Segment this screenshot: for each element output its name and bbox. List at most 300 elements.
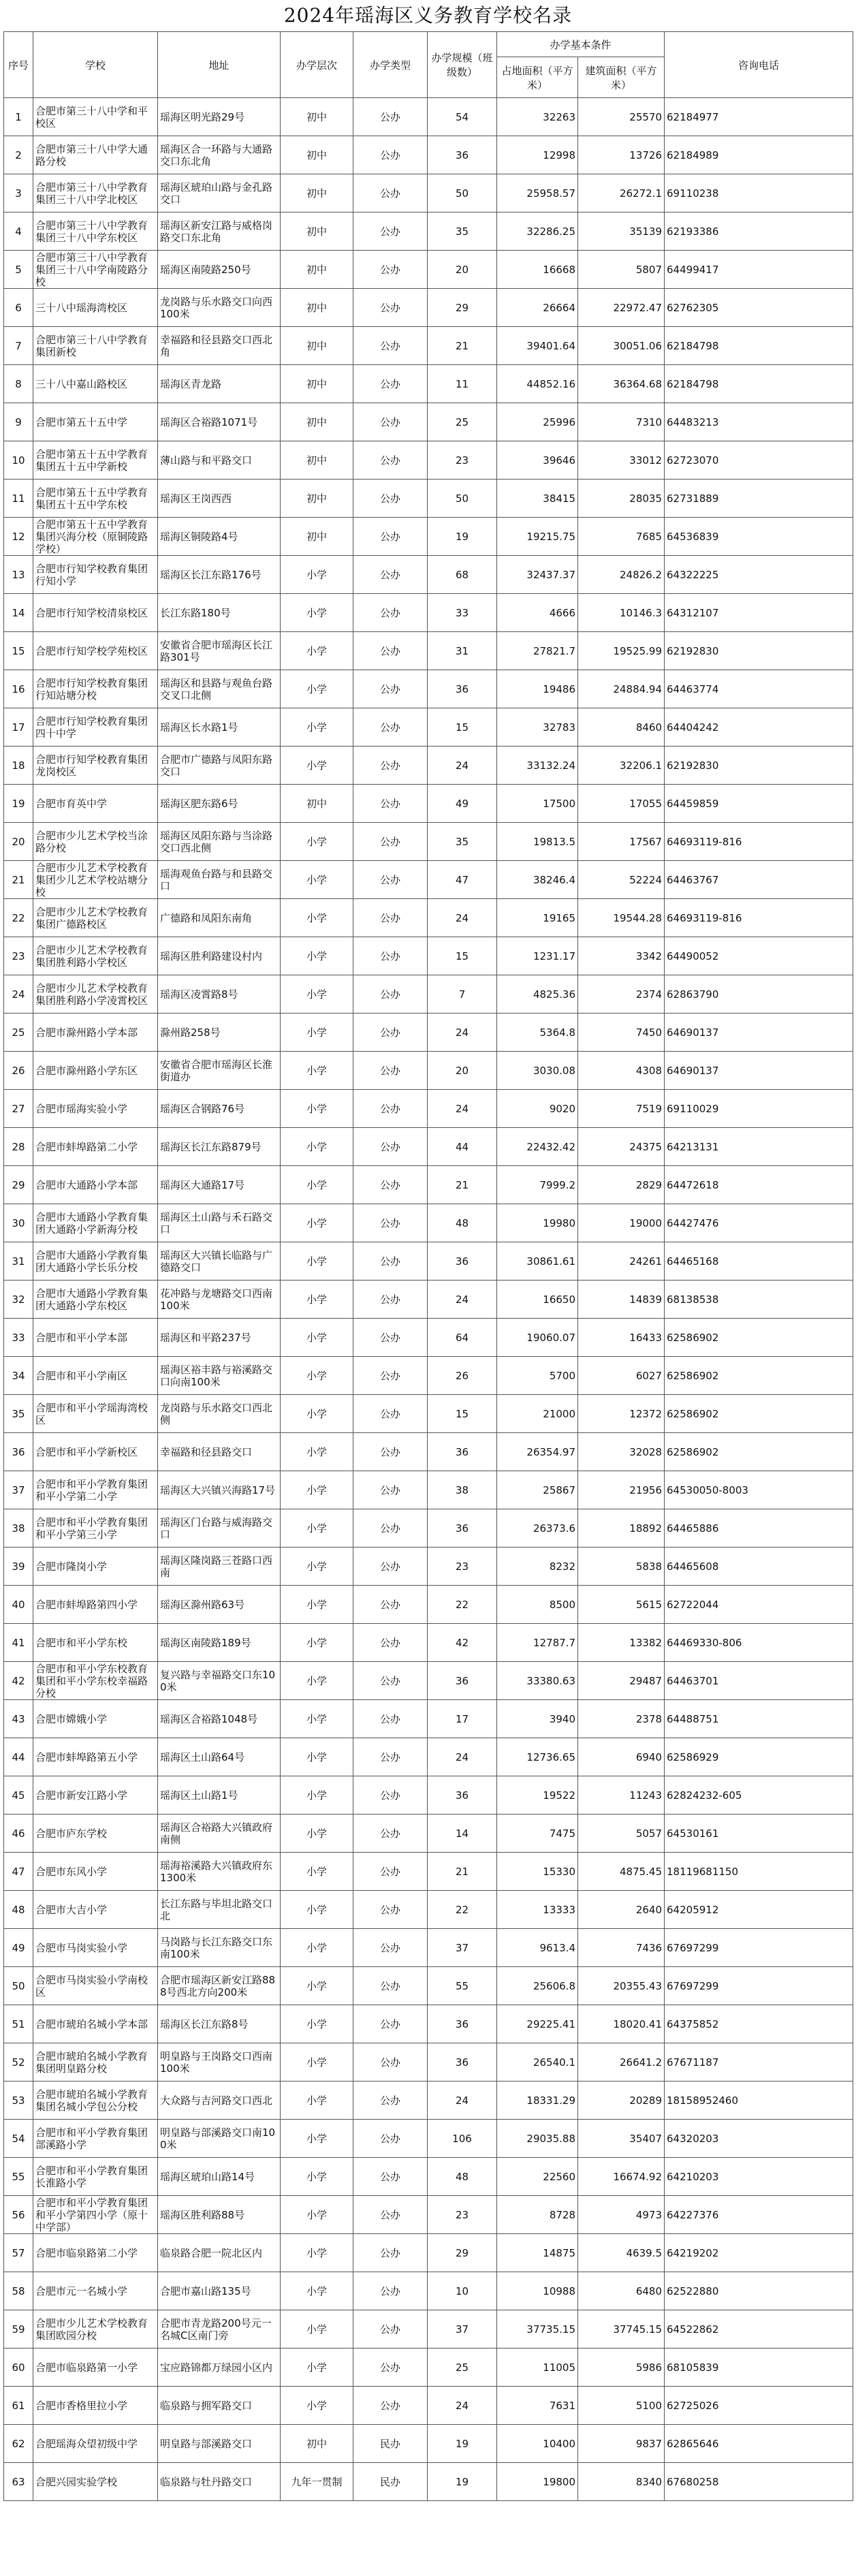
document-title: 2024年瑶海区义务教育学校名录 [283, 4, 573, 27]
cell-school: 合肥市大通路小学教育集团大通路小学新海分校 [33, 1204, 158, 1242]
table-row [4, 556, 853, 594]
cell-level: 初中 [281, 403, 353, 441]
cell-level: 小学 [281, 2120, 353, 2158]
cell-phone: 62184798 [665, 365, 853, 403]
cell-phone: 62725026 [665, 2387, 853, 2425]
cell-building-area: 13382 [578, 1624, 665, 1662]
cell-address: 瑶海区裕丰路与裕溪路交口向南100米 [158, 1357, 281, 1395]
table-row [4, 441, 853, 480]
cell-type: 公办 [353, 861, 428, 899]
cell-type: 公办 [353, 1242, 428, 1281]
cell-address: 瑶海区新安江路与威格岗路交口东北角 [158, 213, 281, 251]
cell-phone: 62586929 [665, 1738, 853, 1776]
cell-scale: 19 [428, 518, 497, 556]
table-row [4, 1700, 853, 1738]
cell-level: 小学 [281, 1662, 353, 1700]
cell-type: 公办 [353, 480, 428, 518]
cell-scale: 24 [428, 1090, 497, 1128]
cell-phone: 62586902 [665, 1433, 853, 1471]
cell-land-area: 32286.25 [497, 213, 578, 251]
cell-land-area: 17500 [497, 785, 578, 823]
cell-school: 合肥市少儿艺术学校教育集团广德路校区 [33, 899, 158, 937]
cell-scale: 14 [428, 1815, 497, 1853]
cell-type: 公办 [353, 2310, 428, 2349]
cell-school: 合肥市琥珀名城小学教育集团名城小学包公分校 [33, 2082, 158, 2120]
header-address: 地址 [158, 32, 281, 98]
table-row [4, 1738, 853, 1776]
cell-level: 初中 [281, 441, 353, 480]
cell-land-area: 3940 [497, 1700, 578, 1738]
cell-land-area: 33132.24 [497, 747, 578, 785]
cell-school: 合肥市蚌埠路第二小学 [33, 1128, 158, 1166]
cell-building-area: 2374 [578, 975, 665, 1014]
cell-land-area: 19800 [497, 2463, 578, 2501]
header-level: 办学层次 [281, 32, 353, 98]
cell-index: 53 [4, 2082, 33, 2120]
header-type: 办学类型 [353, 32, 428, 98]
cell-level: 小学 [281, 1929, 353, 1967]
cell-index: 49 [4, 1929, 33, 1967]
table-row [4, 2082, 853, 2120]
cell-phone: 62192830 [665, 632, 853, 670]
cell-address: 瑶海区土山路64号 [158, 1738, 281, 1776]
table-row [4, 594, 853, 632]
cell-school: 合肥市马岗实验小学南校区 [33, 1967, 158, 2005]
cell-building-area: 19544.28 [578, 899, 665, 937]
cell-land-area: 12787.7 [497, 1624, 578, 1662]
cell-index: 24 [4, 975, 33, 1014]
cell-phone: 64483213 [665, 403, 853, 441]
cell-index: 42 [4, 1662, 33, 1700]
cell-address: 瑶海区铜陵路4号 [158, 518, 281, 556]
table-row [4, 2234, 853, 2272]
cell-address: 临泉路与牡丹路交口 [158, 2463, 281, 2501]
cell-school: 合肥市和平小学东校 [33, 1624, 158, 1662]
cell-school: 合肥市少儿艺术学校教育集团少儿艺术学校站塘分校 [33, 861, 158, 899]
cell-address: 滁州路258号 [158, 1014, 281, 1052]
cell-school: 合肥市和平小学瑶海湾校区 [33, 1395, 158, 1433]
cell-building-area: 22972.47 [578, 289, 665, 327]
cell-scale: 68 [428, 556, 497, 594]
table-row [4, 1776, 853, 1815]
cell-type: 公办 [353, 670, 428, 708]
cell-scale: 26 [428, 1357, 497, 1395]
cell-building-area: 21956 [578, 1471, 665, 1509]
cell-index: 21 [4, 861, 33, 899]
cell-type: 公办 [353, 1433, 428, 1471]
cell-school: 合肥市行知学校清泉校区 [33, 594, 158, 632]
cell-building-area: 30051.06 [578, 327, 665, 365]
cell-scale: 36 [428, 2043, 497, 2082]
cell-phone: 64459859 [665, 785, 853, 823]
cell-land-area: 3030.08 [497, 1052, 578, 1090]
cell-address: 龙岗路与乐水路交口西北侧 [158, 1395, 281, 1433]
cell-type: 公办 [353, 174, 428, 213]
cell-building-area: 26272.1 [578, 174, 665, 213]
cell-building-area: 7519 [578, 1090, 665, 1128]
cell-phone: 64465168 [665, 1242, 853, 1281]
cell-scale: 29 [428, 289, 497, 327]
cell-address: 瑶海区合一环路与大通路交口东北角 [158, 136, 281, 174]
cell-scale: 35 [428, 823, 497, 861]
cell-level: 小学 [281, 708, 353, 747]
cell-level: 小学 [281, 1700, 353, 1738]
table-row [4, 1242, 853, 1281]
cell-address: 瑶海观鱼台路与和县路交口 [158, 861, 281, 899]
cell-school: 合肥市第五十五中学 [33, 403, 158, 441]
cell-building-area: 5807 [578, 251, 665, 289]
cell-scale: 15 [428, 1395, 497, 1433]
cell-land-area: 19522 [497, 1776, 578, 1815]
cell-index: 36 [4, 1433, 33, 1471]
cell-index: 34 [4, 1357, 33, 1395]
cell-level: 小学 [281, 1319, 353, 1357]
cell-scale: 23 [428, 2196, 497, 2234]
cell-level: 小学 [281, 1281, 353, 1319]
cell-school: 三十八中瑶海湾校区 [33, 289, 158, 327]
cell-school: 合肥瑶海众望初级中学 [33, 2425, 158, 2463]
cell-building-area: 18892 [578, 1509, 665, 1548]
cell-type: 公办 [353, 1166, 428, 1204]
cell-phone: 62863790 [665, 975, 853, 1014]
cell-phone: 68105839 [665, 2349, 853, 2387]
table-row [4, 1433, 853, 1471]
cell-type: 公办 [353, 1395, 428, 1433]
cell-address: 广德路和凤阳东南角 [158, 899, 281, 937]
cell-level: 小学 [281, 2043, 353, 2082]
cell-school: 合肥市少儿艺术学校当涂路分校 [33, 823, 158, 861]
table-row [4, 2272, 853, 2310]
cell-type: 公办 [353, 365, 428, 403]
cell-type: 公办 [353, 556, 428, 594]
cell-level: 小学 [281, 1471, 353, 1509]
cell-level: 小学 [281, 1853, 353, 1891]
cell-phone: 69110238 [665, 174, 853, 213]
cell-type: 公办 [353, 594, 428, 632]
cell-school: 合肥市第三十八中学教育集团三十八中学南陵路分校 [33, 251, 158, 289]
cell-land-area: 19215.75 [497, 518, 578, 556]
cell-building-area: 5986 [578, 2349, 665, 2387]
cell-building-area: 35139 [578, 213, 665, 251]
cell-school: 合肥市东风小学 [33, 1853, 158, 1891]
cell-building-area: 19525.99 [578, 632, 665, 670]
cell-school: 合肥市大通路小学教育集团大通路小学长乐分校 [33, 1242, 158, 1281]
cell-type: 公办 [353, 2082, 428, 2120]
cell-type: 公办 [353, 1586, 428, 1624]
cell-scale: 48 [428, 2158, 497, 2196]
cell-scale: 24 [428, 1014, 497, 1052]
header-phone: 咨询电话 [665, 32, 853, 98]
cell-type: 公办 [353, 2043, 428, 2082]
cell-school: 合肥市庐东学校 [33, 1815, 158, 1853]
cell-address: 瑶海区和县路与观鱼台路交叉口北侧 [158, 670, 281, 708]
table-row [4, 2120, 853, 2158]
table-row [4, 2310, 853, 2349]
cell-index: 16 [4, 670, 33, 708]
cell-type: 公办 [353, 708, 428, 747]
table-row [4, 975, 853, 1014]
cell-building-area: 25570 [578, 98, 665, 136]
cell-school: 合肥市行知学校教育集团行知小学 [33, 556, 158, 594]
cell-index: 31 [4, 1242, 33, 1281]
cell-phone: 62586902 [665, 1319, 853, 1357]
cell-scale: 55 [428, 1967, 497, 2005]
cell-type: 民办 [353, 2425, 428, 2463]
cell-level: 初中 [281, 518, 353, 556]
cell-building-area: 6027 [578, 1357, 665, 1395]
cell-school: 合肥市和平小学本部 [33, 1319, 158, 1357]
cell-land-area: 39646 [497, 441, 578, 480]
cell-phone: 62762305 [665, 289, 853, 327]
cell-phone: 62722044 [665, 1586, 853, 1624]
cell-building-area: 24375 [578, 1128, 665, 1166]
cell-level: 小学 [281, 1967, 353, 2005]
cell-school: 合肥市瑶海实验小学 [33, 1090, 158, 1128]
cell-type: 公办 [353, 1014, 428, 1052]
cell-level: 小学 [281, 861, 353, 899]
table-row [4, 2043, 853, 2082]
cell-scale: 24 [428, 899, 497, 937]
table-row [4, 1357, 853, 1395]
cell-address: 瑶海区凤阳东路与当涂路交口西北侧 [158, 823, 281, 861]
table-row [4, 1891, 853, 1929]
cell-index: 12 [4, 518, 33, 556]
cell-level: 小学 [281, 1815, 353, 1853]
cell-building-area: 24826.2 [578, 556, 665, 594]
cell-scale: 24 [428, 2387, 497, 2425]
cell-phone: 64463767 [665, 861, 853, 899]
cell-level: 小学 [281, 1624, 353, 1662]
table-row [4, 1548, 853, 1586]
cell-phone: 64210203 [665, 2158, 853, 2196]
cell-scale: 23 [428, 1548, 497, 1586]
cell-index: 15 [4, 632, 33, 670]
cell-index: 40 [4, 1586, 33, 1624]
cell-level: 小学 [281, 975, 353, 1014]
cell-building-area: 20289 [578, 2082, 665, 2120]
cell-level: 小学 [281, 556, 353, 594]
cell-index: 13 [4, 556, 33, 594]
cell-scale: 48 [428, 1204, 497, 1242]
cell-scale: 54 [428, 98, 497, 136]
cell-building-area: 8340 [578, 2463, 665, 2501]
cell-index: 48 [4, 1891, 33, 1929]
cell-phone: 67680258 [665, 2463, 853, 2501]
cell-land-area: 22560 [497, 2158, 578, 2196]
table-row [4, 1853, 853, 1891]
cell-scale: 47 [428, 861, 497, 899]
cell-index: 14 [4, 594, 33, 632]
cell-level: 小学 [281, 2158, 353, 2196]
cell-school: 合肥市隆岗小学 [33, 1548, 158, 1586]
cell-school: 合肥市第五十五中学教育集团五十五中学东校 [33, 480, 158, 518]
cell-building-area: 7310 [578, 403, 665, 441]
cell-type: 公办 [353, 1967, 428, 2005]
cell-phone: 62192830 [665, 747, 853, 785]
cell-address: 大众路与吉河路交口西北 [158, 2082, 281, 2120]
cell-school: 合肥市少儿艺术学校教育集团胜利路小学校区 [33, 937, 158, 975]
cell-index: 62 [4, 2425, 33, 2463]
cell-type: 公办 [353, 1929, 428, 1967]
cell-school: 合肥市行知学校教育集团龙岗校区 [33, 747, 158, 785]
table-row [4, 1204, 853, 1242]
cell-building-area: 6940 [578, 1738, 665, 1776]
cell-phone: 64693119-816 [665, 899, 853, 937]
cell-land-area: 30861.61 [497, 1242, 578, 1281]
cell-index: 45 [4, 1776, 33, 1815]
cell-address: 瑶海区琥珀山路14号 [158, 2158, 281, 2196]
cell-building-area: 33012 [578, 441, 665, 480]
cell-phone: 62522880 [665, 2272, 853, 2310]
cell-building-area: 14839 [578, 1281, 665, 1319]
cell-type: 公办 [353, 2120, 428, 2158]
cell-address: 明皇路与部溪路交口南100米 [158, 2120, 281, 2158]
cell-building-area: 37745.15 [578, 2310, 665, 2349]
cell-address: 长江东路180号 [158, 594, 281, 632]
cell-address: 瑶海区合钢路76号 [158, 1090, 281, 1128]
cell-address: 合肥市嘉山路135号 [158, 2272, 281, 2310]
cell-address: 瑶海区合裕路1071号 [158, 403, 281, 441]
cell-type: 公办 [353, 823, 428, 861]
cell-index: 9 [4, 403, 33, 441]
cell-address: 明皇路与王岗路交口西南100米 [158, 2043, 281, 2082]
table-row [4, 1662, 853, 1700]
cell-scale: 49 [428, 785, 497, 823]
cell-phone: 67697299 [665, 1967, 853, 2005]
cell-index: 54 [4, 2120, 33, 2158]
cell-type: 公办 [353, 1738, 428, 1776]
cell-address: 安徽省合肥市瑶海区长江路301号 [158, 632, 281, 670]
cell-scale: 36 [428, 1662, 497, 1700]
cell-building-area: 4875.45 [578, 1853, 665, 1891]
cell-type: 公办 [353, 1776, 428, 1815]
cell-land-area: 12736.65 [497, 1738, 578, 1776]
cell-building-area: 4973 [578, 2196, 665, 2234]
cell-type: 公办 [353, 1700, 428, 1738]
cell-index: 59 [4, 2310, 33, 2349]
cell-type: 公办 [353, 1281, 428, 1319]
cell-level: 小学 [281, 2387, 353, 2425]
cell-land-area: 10988 [497, 2272, 578, 2310]
cell-type: 公办 [353, 1471, 428, 1509]
cell-land-area: 7475 [497, 1815, 578, 1853]
cell-address: 合肥市广德路与凤阳东路交口 [158, 747, 281, 785]
header-index: 序号 [4, 32, 33, 98]
cell-school: 合肥市少儿艺术学校教育集团欧园分校 [33, 2310, 158, 2349]
cell-level: 小学 [281, 2349, 353, 2387]
cell-address: 瑶海区肥东路6号 [158, 785, 281, 823]
cell-building-area: 2378 [578, 1700, 665, 1738]
school-directory-table [3, 31, 853, 2501]
cell-type: 公办 [353, 785, 428, 823]
cell-address: 薄山路与和平路交口 [158, 441, 281, 480]
table-row [4, 251, 853, 289]
cell-school: 合肥市大通路小学教育集团大通路小学东校区 [33, 1281, 158, 1319]
cell-type: 公办 [353, 441, 428, 480]
cell-scale: 36 [428, 1509, 497, 1548]
cell-type: 公办 [353, 251, 428, 289]
cell-land-area: 7999.2 [497, 1166, 578, 1204]
cell-phone: 64312107 [665, 594, 853, 632]
cell-land-area: 21000 [497, 1395, 578, 1433]
cell-address: 宝应路锦都万绿园小区内 [158, 2349, 281, 2387]
cell-level: 小学 [281, 2196, 353, 2234]
cell-index: 5 [4, 251, 33, 289]
cell-building-area: 36364.68 [578, 365, 665, 403]
cell-address: 明皇路与部溪路交口 [158, 2425, 281, 2463]
cell-index: 52 [4, 2043, 33, 2082]
cell-school: 三十八中嘉山路校区 [33, 365, 158, 403]
cell-phone: 62184989 [665, 136, 853, 174]
cell-school: 合肥市和平小学南区 [33, 1357, 158, 1395]
cell-scale: 38 [428, 1471, 497, 1509]
cell-level: 小学 [281, 937, 353, 975]
cell-school: 合肥市琥珀名城小学教育集团明皇路分校 [33, 2043, 158, 2082]
cell-scale: 25 [428, 2349, 497, 2387]
cell-index: 50 [4, 1967, 33, 2005]
cell-school: 合肥市第五十五中学教育集团兴海分校（原铜陵路学校） [33, 518, 158, 556]
cell-level: 小学 [281, 1776, 353, 1815]
cell-school: 合肥市和平小学东校教育集团和平小学东校幸福路分校 [33, 1662, 158, 1700]
cell-building-area: 7685 [578, 518, 665, 556]
cell-index: 20 [4, 823, 33, 861]
cell-phone: 62723070 [665, 441, 853, 480]
cell-address: 瑶海区滁州路63号 [158, 1586, 281, 1624]
cell-type: 公办 [353, 2158, 428, 2196]
table-row [4, 1967, 853, 2005]
cell-index: 26 [4, 1052, 33, 1090]
cell-address: 瑶海区门台路与威海路交口 [158, 1509, 281, 1548]
cell-index: 28 [4, 1128, 33, 1166]
cell-phone: 62193386 [665, 213, 853, 251]
cell-scale: 25 [428, 403, 497, 441]
table-row [4, 1395, 853, 1433]
cell-phone: 62731889 [665, 480, 853, 518]
cell-building-area: 5838 [578, 1548, 665, 1586]
cell-address: 瑶海区长江东路879号 [158, 1128, 281, 1166]
cell-land-area: 26354.97 [497, 1433, 578, 1471]
cell-type: 公办 [353, 747, 428, 785]
cell-land-area: 33380.63 [497, 1662, 578, 1700]
cell-phone: 64469330-806 [665, 1624, 853, 1662]
cell-building-area: 32028 [578, 1433, 665, 1471]
cell-address: 瑶海区大兴镇长临路与广德路交口 [158, 1242, 281, 1281]
cell-index: 25 [4, 1014, 33, 1052]
cell-phone: 62586902 [665, 1395, 853, 1433]
cell-school: 合肥市行知学校教育集团行知站塘分校 [33, 670, 158, 708]
header-school: 学校 [33, 32, 158, 98]
cell-type: 公办 [353, 1128, 428, 1166]
cell-address: 合肥市青龙路200号元一名城C区南门旁 [158, 2310, 281, 2349]
cell-land-area: 26540.1 [497, 2043, 578, 2082]
cell-phone: 64488751 [665, 1700, 853, 1738]
table-row [4, 861, 853, 899]
cell-address: 瑶海区明光路29号 [158, 98, 281, 136]
cell-index: 39 [4, 1548, 33, 1586]
cell-land-area: 12998 [497, 136, 578, 174]
cell-phone: 64490052 [665, 937, 853, 975]
cell-level: 小学 [281, 1509, 353, 1548]
cell-land-area: 4825.36 [497, 975, 578, 1014]
cell-level: 小学 [281, 1052, 353, 1090]
cell-phone: 64375852 [665, 2005, 853, 2043]
cell-level: 初中 [281, 136, 353, 174]
cell-level: 小学 [281, 1891, 353, 1929]
cell-scale: 36 [428, 136, 497, 174]
cell-building-area: 10146.3 [578, 594, 665, 632]
cell-address: 瑶海区长江东路176号 [158, 556, 281, 594]
cell-school: 合肥市少儿艺术学校教育集团胜利路小学凌霄校区 [33, 975, 158, 1014]
